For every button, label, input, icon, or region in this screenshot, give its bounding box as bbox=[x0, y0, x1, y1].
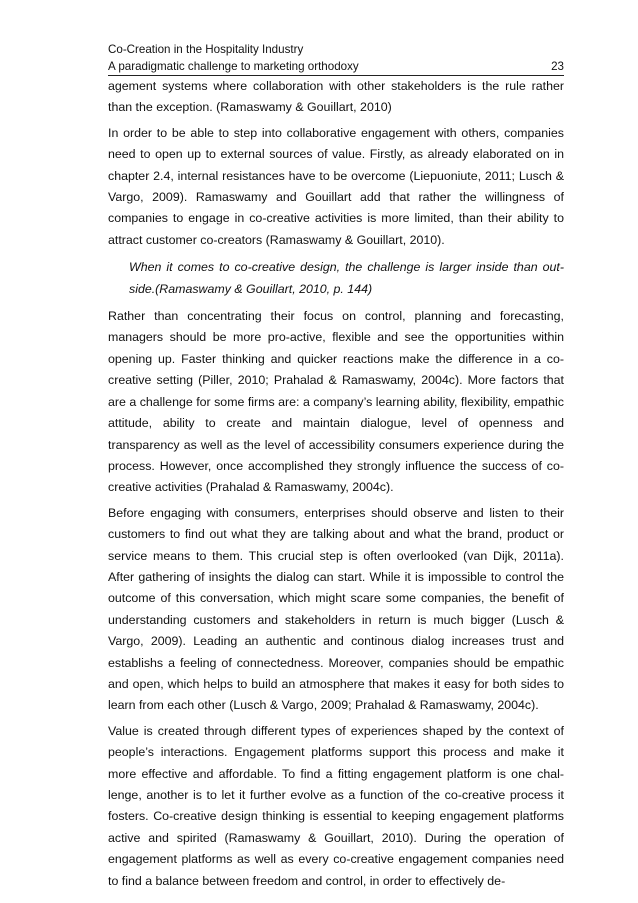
running-header bbox=[108, 41, 564, 76]
paragraph: Rather than concentrating their focus on control, planning and forecasting, managers should be more pro-active, flexible and see the opportunities within opening up. Faster thinking and quicker reactions make the difference in a co-creative setting (Piller, 2010; Prahalad & Ramaswamy, 2004c). More factors that are a challenge for some firms are: a company’s learning ability, flexibility, empathic attitude, ability to create and maintain dialogue, level of openness and transparency as well as the level of accessibility consumers experience during the process. However, once accomplished they strongly influence the success of co-creative activities (Prahalad & Ramaswamy, 2004c). bbox=[108, 309, 564, 495]
header-subtitle-row bbox=[108, 58, 564, 76]
paragraph: agement systems where collaboration with other stakeholders is the rule rather than the exception. (Ramaswamy & Gouillart, 2010) bbox=[108, 79, 564, 115]
paragraph: In order to be able to step into collaborative engagement with others, companies need to open up to external sources of value. Firstly, as already elaborated on in chapter 2.4, internal resistances have to be overcome (Liepuoniute, 2011; Lusch & Vargo, 2009). Ramaswamy and Gouillart add that rather the willingness of companies to engage in co-creative activities is more limited, than their ability to attract customer co-creators (Ramaswamy & Gouillart, 2010). bbox=[108, 125, 564, 247]
page-number: 23 bbox=[551, 60, 564, 73]
header-subtitle: A paradigmatic challenge to marketing orthodoxy bbox=[108, 60, 359, 73]
paragraph: Before engaging with consumers, enterprises should observe and listen to their customers to find out what they are talking about and what the brand, product or service means to them. This crucial step is often overlooked (van Dijk, 2011a). After gathering of insights the dialog can start. While it is impossible to control the outcome of this conversation, which might scare some companies, the benefit of understanding customers and stakeholders in return is much bigger (Lusch & Vargo, 2009). Leading an authentic and continous dialog increases trust and establishs a feeling of connectedness. Moreover, companies should be empathic and open, which helps to build an atmosphere that makes it easy for both sides to learn from each other (Lusch & Vargo, 2009; Prahalad & Ramaswamy, 2004c). bbox=[108, 505, 564, 713]
header-title: Co-Creation in the Hospitality Industry bbox=[108, 43, 304, 56]
paragraph: Value is created through different types of experiences shaped by the context of people’s interactions. Engagement platforms support this process and make it more effective and affordable. To find a fitting engagement platform is one challenge, another is to let it further evolve as a function of the co-creative process it fosters. Co-creative design thinking is essential to keeping engagement platforms active and spirited (Ramaswamy & Gouillart, 2010). During the operation of engagement platforms as well as every co-creative engagement companies need to find a balance between freedom and control, in order to effectively de- bbox=[108, 723, 564, 888]
body-text bbox=[108, 76, 564, 892]
document-page bbox=[108, 0, 564, 896]
block-quote: When it comes to co-creative design, the challenge is larger inside than outside.(Ramaswamy & Gouillart, 2010, p. 144) bbox=[129, 260, 564, 296]
